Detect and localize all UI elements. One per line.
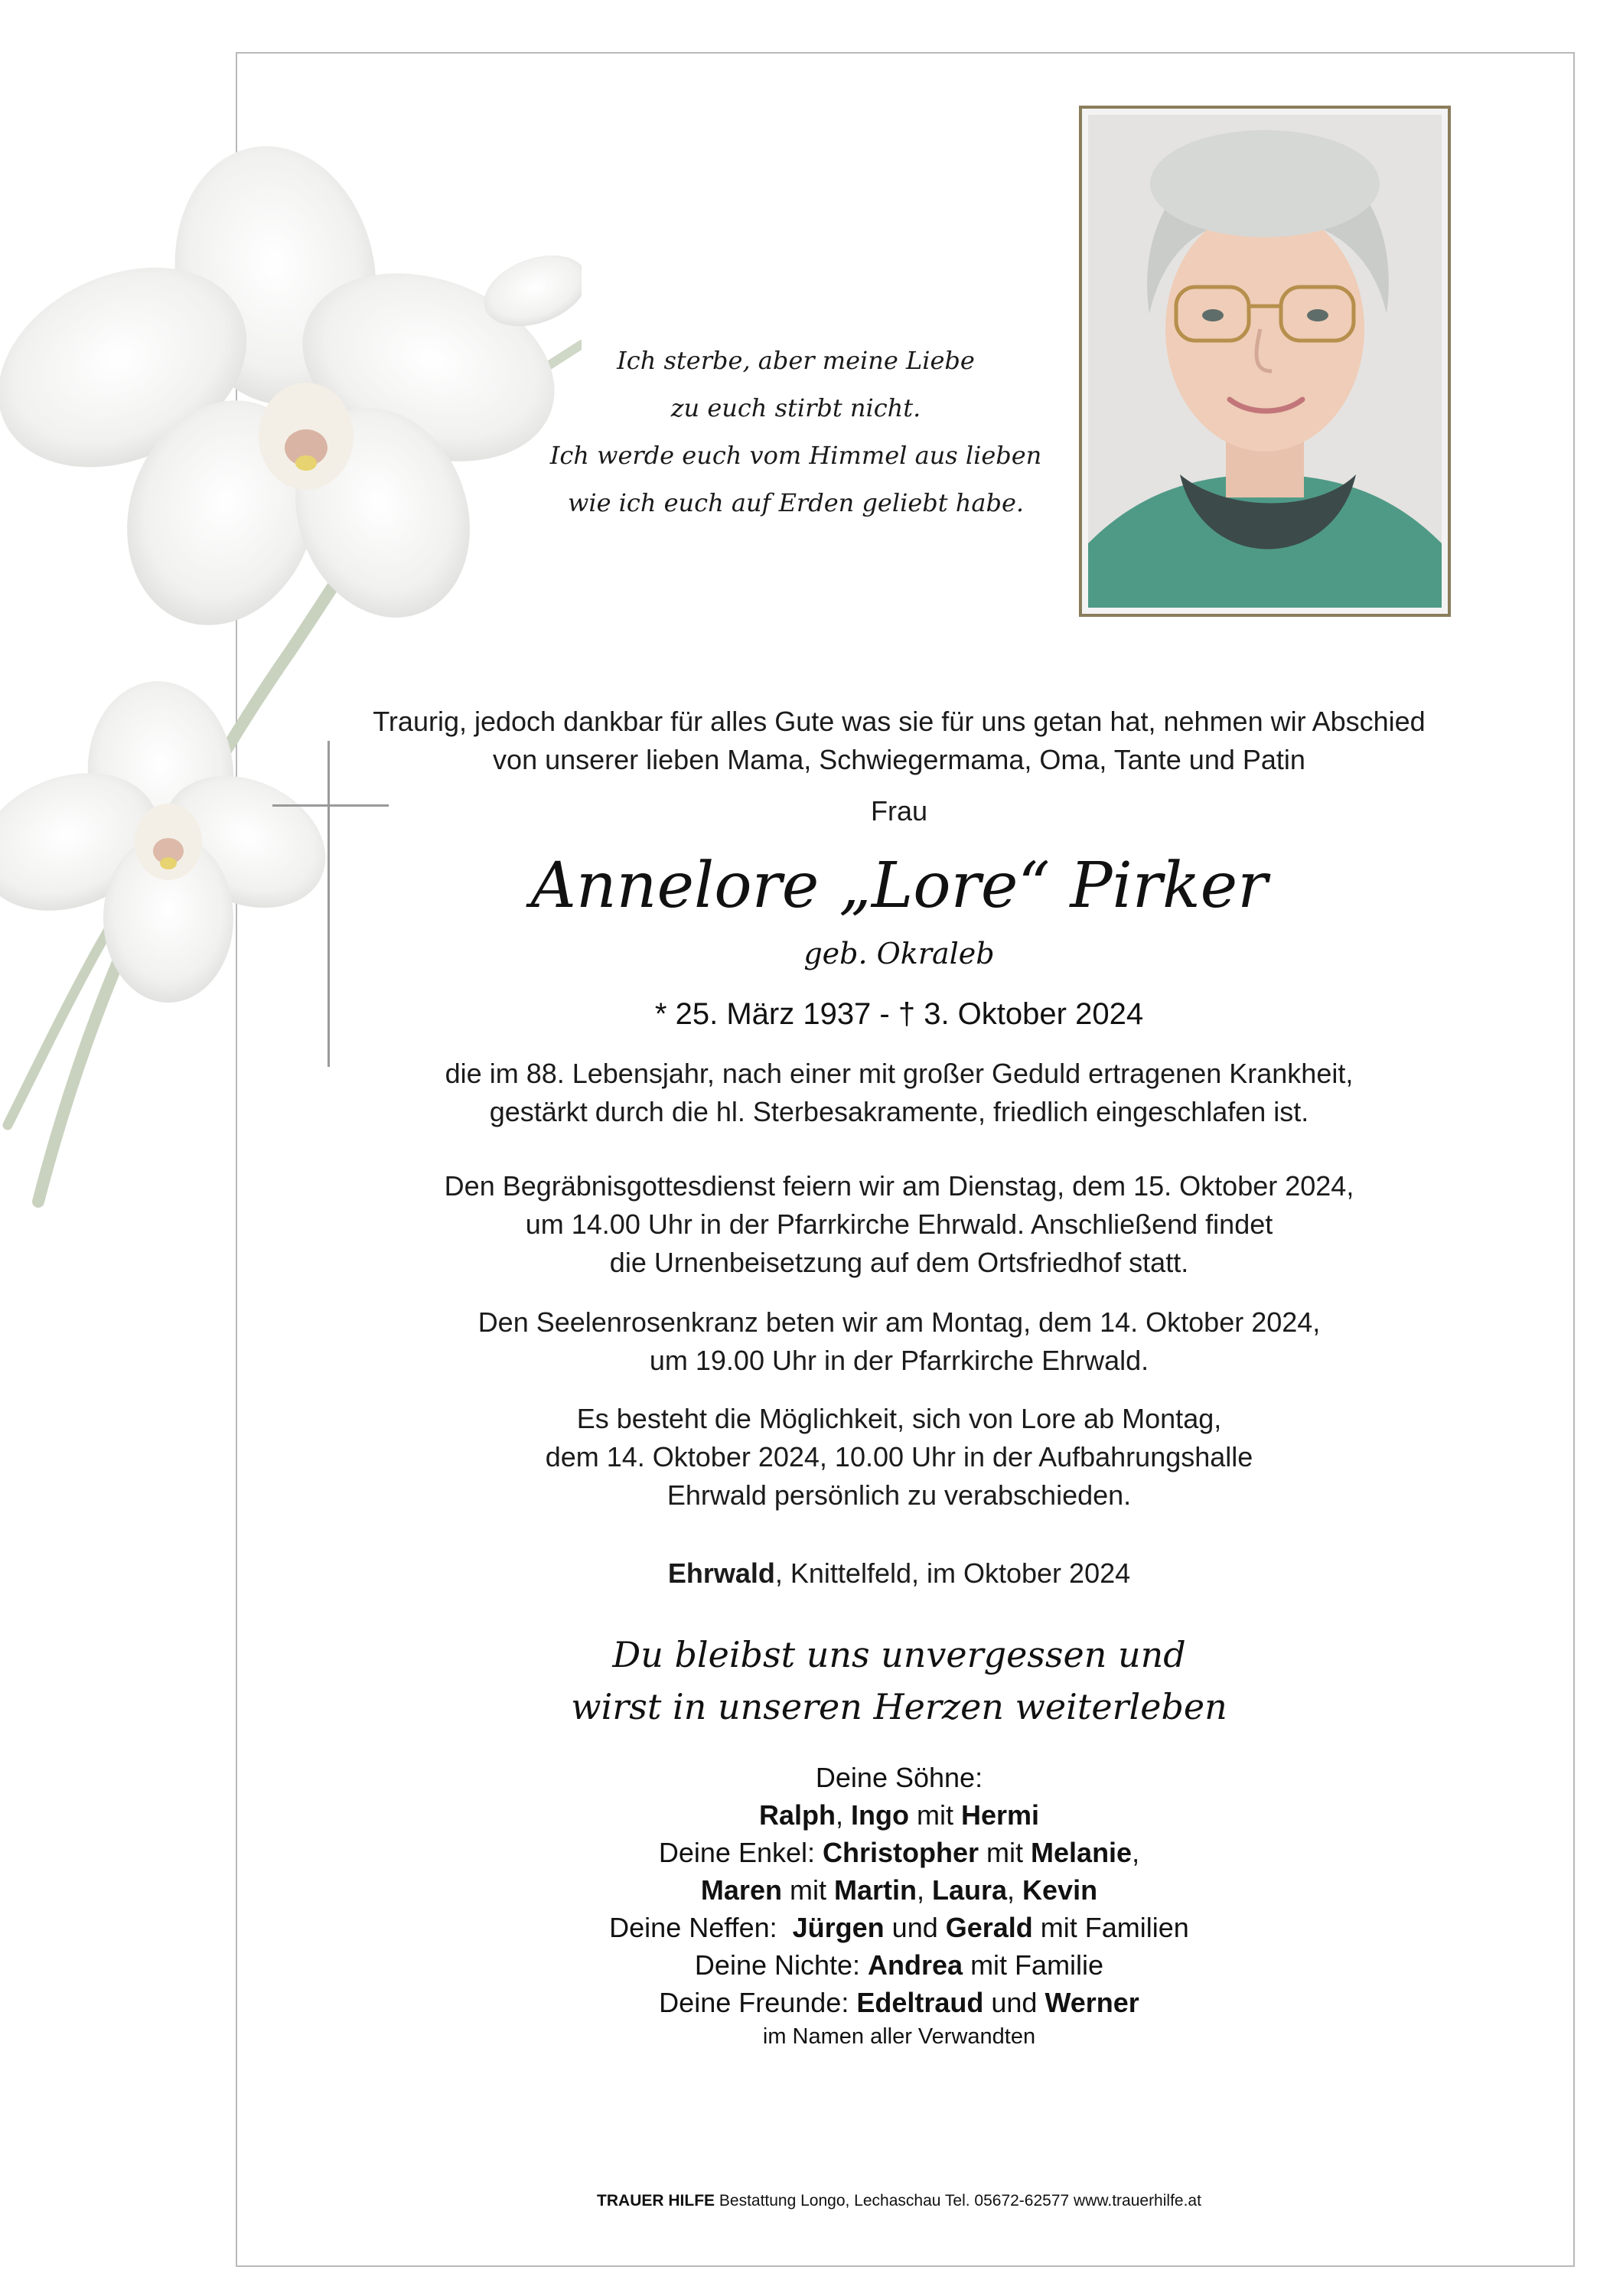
viewing-text [306,1400,1492,1515]
place-bold: Ehrwald [667,1557,775,1589]
funeral-line: um 14.00 Uhr in der Pfarrkirche Ehrwald. Anschließend findet [525,1208,1273,1240]
family-member: Ingo [851,1799,909,1831]
deceased-name: Annelore „Lore“ Pirker [530,850,1268,922]
family-member: Christopher [823,1837,979,1868]
family-member: Gerald [945,1912,1033,1943]
separator: , [1007,1874,1023,1906]
passing-line: gestärkt durch die hl. Sterbesakramente, friedlich eingeschlafen ist. [489,1096,1309,1127]
maiden-name: geb. Okraleb [803,937,995,970]
separator: und [983,1987,1045,2018]
family-member: Ralph [758,1799,836,1831]
separator: mit [781,1874,834,1906]
family-member: Jürgen [792,1912,885,1943]
footer-brand: TRAUER HILFE [597,2192,715,2210]
separator: , [835,1799,851,1831]
intro-line: von unserer lieben Mama, Schwiegermama, Oma, Tante und Patin [493,744,1305,775]
salutation: Frau [870,795,928,827]
viewing-line: Ehrwald persönlich zu verabschieden. [666,1479,1132,1511]
family-list [306,1759,1492,2052]
viewing-line: Es besteht die Möglichkeit, sich von Lore ab Montag, [576,1403,1222,1434]
separator: mit [979,1837,1031,1868]
separator: und [884,1912,946,1943]
viewing-line: dem 14. Oktober 2024, 10.00 Uhr in der Aufbahrungshalle [545,1441,1253,1473]
separator: mit Familien [1032,1912,1189,1943]
funeral-line: die Urnenbeisetzung auf dem Ortsfriedhof statt. [609,1247,1189,1278]
footer-text: Bestattung Longo, Lechaschau Tel. 05672-62577 www.trauerhilfe.at [715,2192,1201,2210]
family-member: Edeltraud [856,1987,984,2018]
intro-line: Traurig, jedoch dankbar für alles Gute was sie für uns getan hat, nehmen wir Abschied [373,706,1426,737]
grandchildren-line-1 [306,1834,1492,1871]
separator: , [1132,1837,1140,1868]
motto-line: wirst in unseren Herzen weiterleben [571,1686,1227,1727]
passing-text [306,1055,1492,1131]
quote-line: Ich sterbe, aber meine Liebe [617,346,975,375]
rosary-line: Den Seelenrosenkranz beten wir am Montag, dem 14. Oktober 2024, [477,1306,1321,1338]
grandchildren-label: Deine Enkel: [658,1837,823,1868]
rosary-line: um 19.00 Uhr in der Pfarrkirche Ehrwald. [649,1345,1149,1376]
white-orchid-icon [0,115,582,1209]
funeral-text [306,1167,1492,1282]
family-member: Hermi [960,1799,1040,1831]
family-member: Andrea [868,1949,963,1981]
quote-line: zu euch stirbt nicht. [670,393,921,422]
friends-line [306,1984,1492,2021]
separator: , [916,1874,932,1906]
niece-label: Deine Nichte: [694,1949,869,1981]
nephews-line [306,1909,1492,1946]
funeral-line: Den Begräbnisgottesdienst feiern wir am Dienstag, dem 15. Oktober 2024, [444,1170,1354,1202]
separator: mit Familie [963,1949,1104,1981]
niece-line [306,1946,1492,1984]
intro-text [306,703,1492,779]
place-rest: , Knittelfeld, im Oktober 2024 [774,1557,1131,1589]
family-member: Melanie [1031,1837,1133,1868]
passing-line: die im 88. Lebensjahr, nach einer mit großer Geduld ertragenen Krankheit, [445,1058,1354,1089]
portrait-image [1088,115,1442,608]
separator: mit [908,1799,961,1831]
portrait-photo [1079,106,1451,617]
quote-line: Ich werde euch vom Himmel aus lieben [549,441,1042,470]
rosary-text [306,1303,1492,1380]
life-dates: * 25. März 1937 - † 3. Oktober 2024 [654,997,1144,1031]
memorial-quote [528,337,1064,527]
quote-line: wie ich euch auf Erden geliebt habe. [567,488,1025,517]
family-member: Werner [1045,1987,1139,2018]
grandchildren-line-2 [306,1871,1492,1909]
nephews-label: Deine Neffen: [609,1912,793,1943]
family-member: Martin [833,1874,917,1906]
footer [306,2190,1492,2212]
sons-label: Deine Söhne: [815,1762,983,1793]
closing-line: im Namen aller Verwandten [762,2024,1036,2049]
motto-line: Du bleibst uns unvergessen und [612,1634,1186,1675]
family-member: Maren [700,1874,782,1906]
place-date [306,1554,1492,1593]
friends-label: Deine Freunde: [659,1987,857,2018]
family-member: Kevin [1022,1874,1098,1906]
sons-line [306,1796,1492,1834]
family-member: Laura [931,1874,1008,1906]
motto [306,1629,1492,1733]
